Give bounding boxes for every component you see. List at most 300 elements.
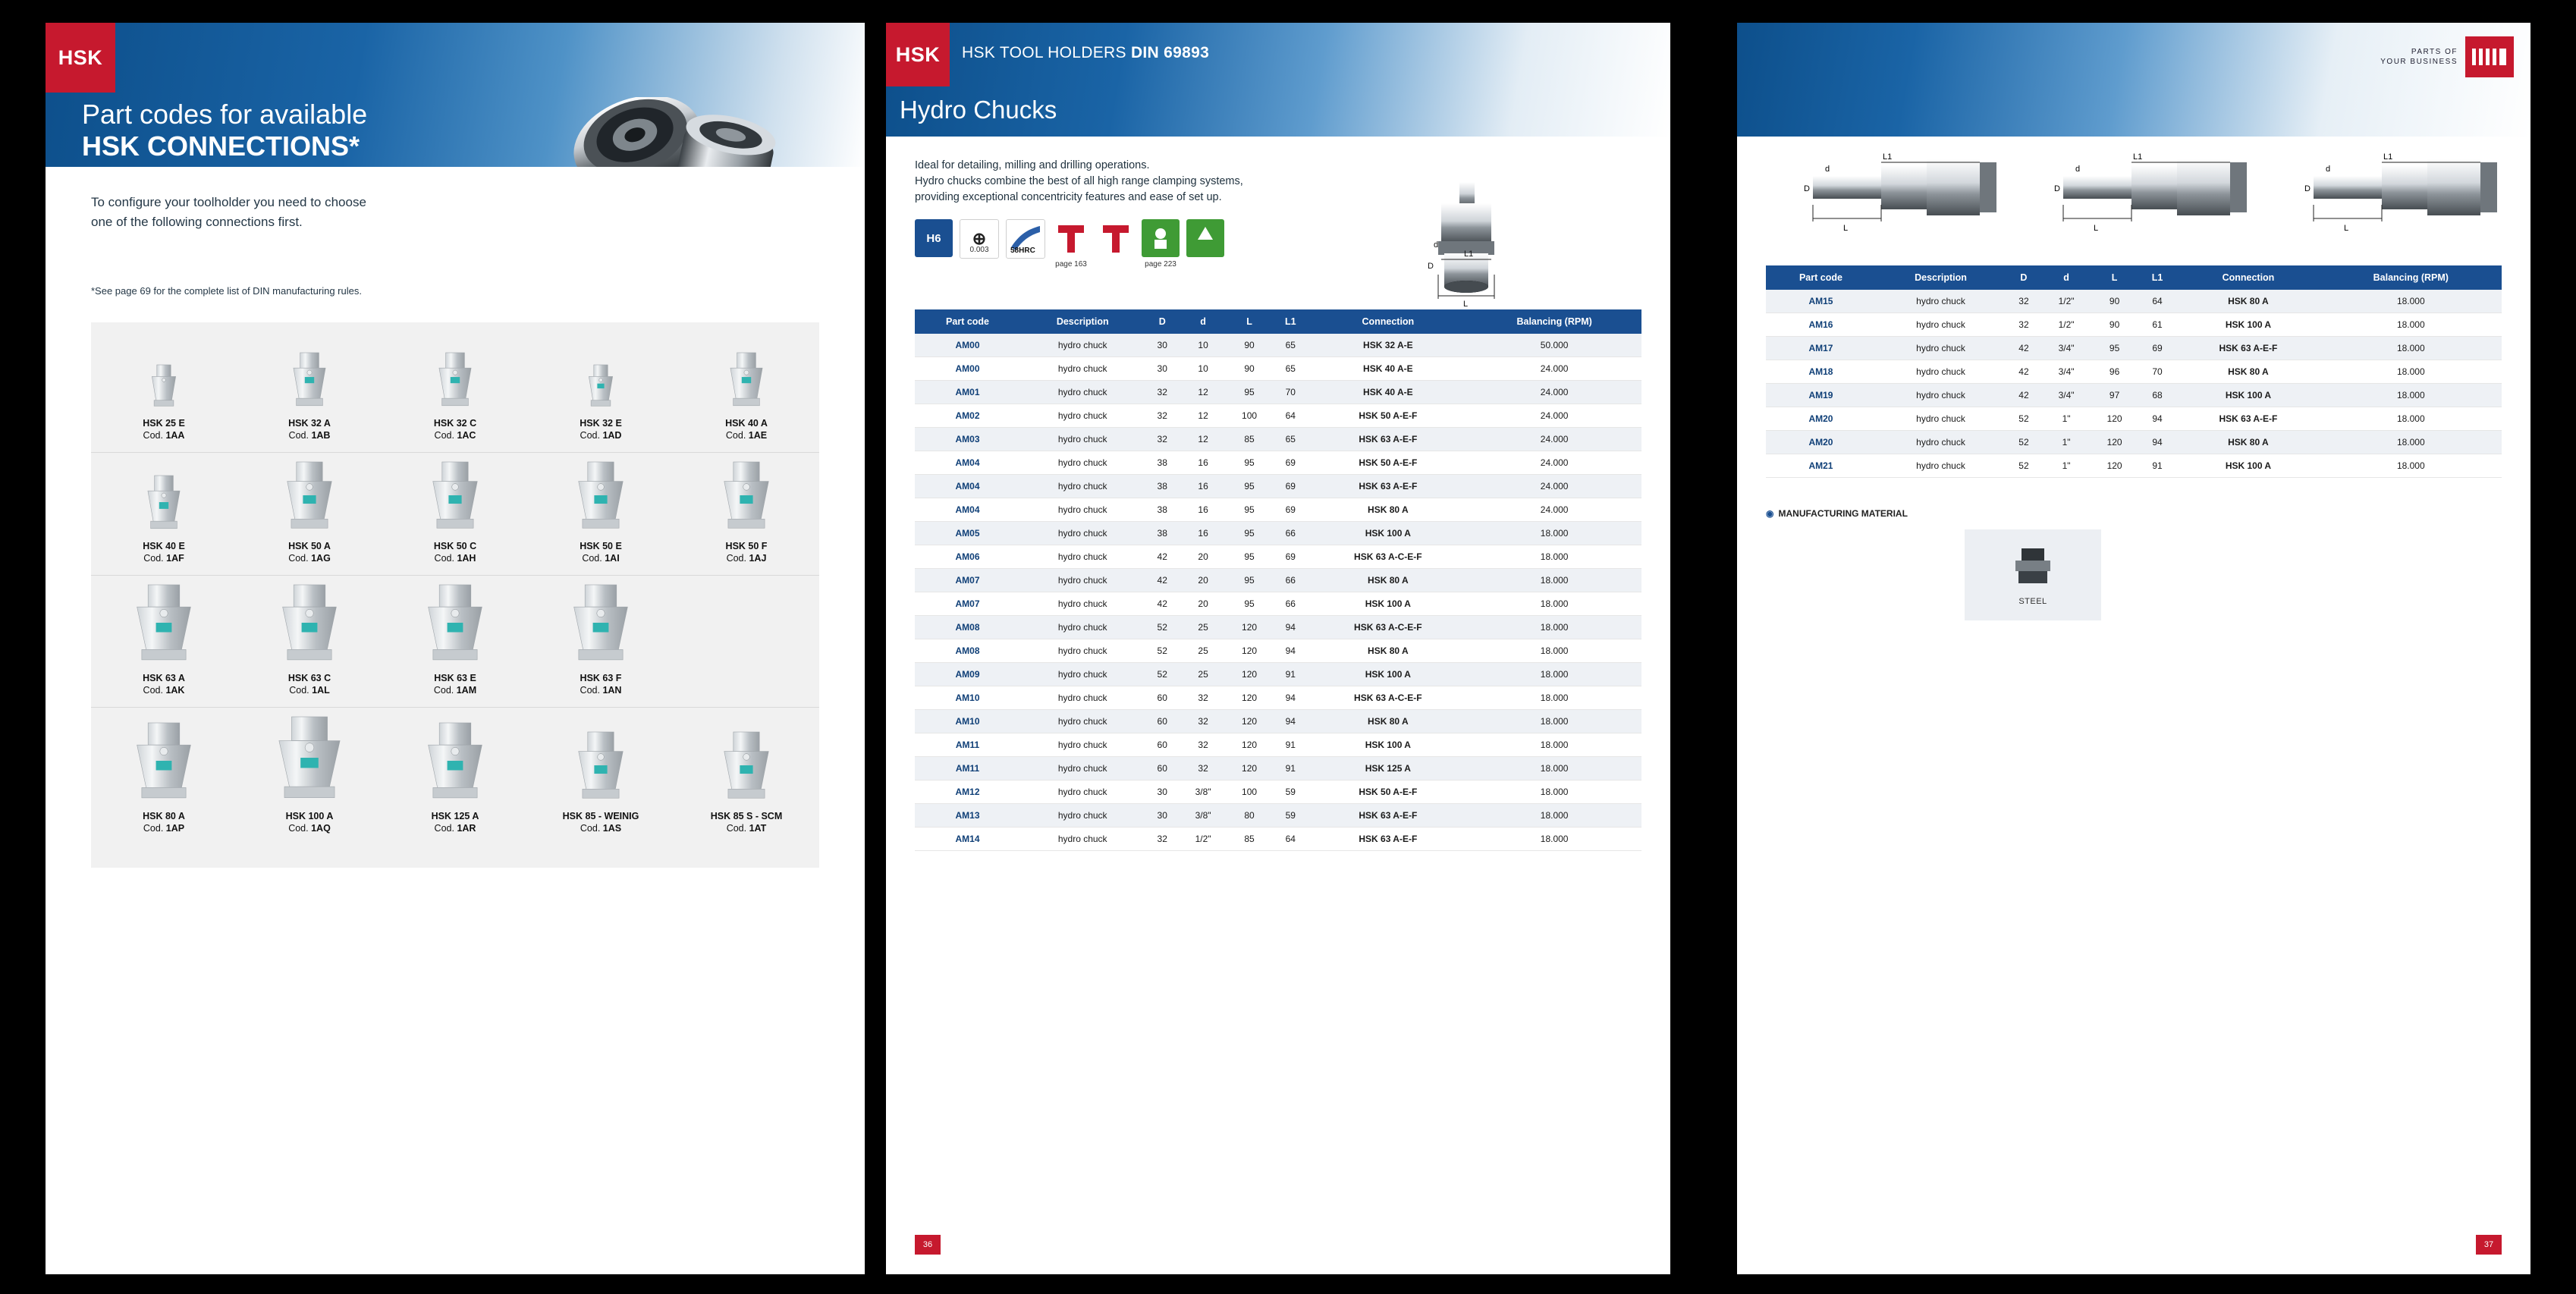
connection-row xyxy=(91,344,819,453)
connection-caption xyxy=(528,417,674,441)
cell-d: 16 xyxy=(1180,522,1227,545)
connection-item[interactable] xyxy=(674,460,819,564)
table-header-row-2 xyxy=(1766,265,2502,290)
cell-l1: 94 xyxy=(1272,710,1308,733)
cell-description: hydro chuck xyxy=(1876,313,2006,337)
page1-header xyxy=(46,23,865,167)
cell-balancing-rpm-: 18.000 xyxy=(1467,686,1641,710)
page-hsk-connections xyxy=(46,23,865,1274)
table-row[interactable] xyxy=(915,357,1641,381)
cell-description: hydro chuck xyxy=(1020,451,1145,475)
cell-part-code: AM02 xyxy=(915,404,1020,428)
table-row[interactable] xyxy=(915,522,1641,545)
page1-intro xyxy=(46,167,865,322)
cell-description: hydro chuck xyxy=(1020,686,1145,710)
cell-l: 97 xyxy=(2091,384,2138,407)
table-header-row xyxy=(915,309,1641,334)
column-header-2: D xyxy=(2006,265,2042,290)
cell-l: 95 xyxy=(1227,498,1272,522)
steel-part-icon xyxy=(2006,544,2059,589)
connection-item[interactable] xyxy=(237,351,382,441)
cell-part-code: AM10 xyxy=(915,686,1020,710)
cell-connection: HSK 80 A xyxy=(1308,569,1467,592)
connection-item[interactable] xyxy=(382,351,528,441)
table-row[interactable] xyxy=(915,451,1641,475)
lead-line-3: providing exceptional concentricity features and ease of set up. xyxy=(915,191,1222,203)
table-row[interactable] xyxy=(1766,407,2502,431)
cell-l: 120 xyxy=(2091,431,2138,454)
hydro-chuck-variants-drawing xyxy=(1752,137,2511,265)
cell-description: hydro chuck xyxy=(1020,639,1145,663)
connection-name: HSK 50 C xyxy=(433,541,477,551)
cell-connection: HSK 63 A-E-F xyxy=(1308,804,1467,828)
column-header-0: Part code xyxy=(915,309,1020,334)
connection-code: Cod. 1AF xyxy=(143,553,184,564)
table-row[interactable] xyxy=(915,475,1641,498)
cell-part-code: AM03 xyxy=(915,428,1020,451)
connection-row xyxy=(91,576,819,708)
table-row[interactable] xyxy=(915,804,1641,828)
page-hydro-chucks-cont xyxy=(1737,23,2530,1274)
cell-d: 32 xyxy=(1180,733,1227,757)
connection-code: Cod. 1AL xyxy=(289,685,330,696)
cell-connection: HSK 32 A-E xyxy=(1308,334,1467,357)
cell-description: hydro chuck xyxy=(1876,384,2006,407)
cell-d: 1/2" xyxy=(1180,828,1227,851)
cell-d: 52 xyxy=(1145,663,1180,686)
cell-d: 25 xyxy=(1180,663,1227,686)
cell-l1: 69 xyxy=(1272,498,1308,522)
cell-l1: 64 xyxy=(1272,828,1308,851)
table-row[interactable] xyxy=(915,710,1641,733)
connection-code: Cod. 1AR xyxy=(434,823,476,834)
cell-part-code: AM21 xyxy=(1766,454,1876,478)
cell-l1: 68 xyxy=(2138,384,2176,407)
cell-l: 96 xyxy=(2091,360,2138,384)
cell-l1: 70 xyxy=(1272,381,1308,404)
cell-l: 95 xyxy=(2091,337,2138,360)
svg-text:L: L xyxy=(1463,300,1469,309)
table-row[interactable] xyxy=(915,616,1641,639)
header-eyebrow-strong: DIN 69893 xyxy=(1130,44,1210,61)
cell-balancing-rpm-: 18.000 xyxy=(1467,569,1641,592)
cell-l: 95 xyxy=(1227,569,1272,592)
connection-item[interactable] xyxy=(237,715,382,834)
cell-l1: 69 xyxy=(1272,451,1308,475)
connection-item[interactable] xyxy=(91,583,237,696)
table-row[interactable] xyxy=(915,428,1641,451)
table-row[interactable] xyxy=(915,686,1641,710)
cell-l1: 66 xyxy=(1272,569,1308,592)
table-body xyxy=(915,334,1641,851)
cell-d: 32 xyxy=(1145,381,1180,404)
cell-d: 38 xyxy=(1145,451,1180,475)
connection-name: HSK 125 A xyxy=(431,811,479,821)
connection-item[interactable] xyxy=(91,721,237,834)
cell-d: 16 xyxy=(1180,475,1227,498)
connection-caption xyxy=(237,417,382,441)
cell-part-code: AM13 xyxy=(915,804,1020,828)
cell-l: 85 xyxy=(1227,828,1272,851)
svg-text:D: D xyxy=(1804,184,1810,193)
cell-balancing-rpm-: 18.000 xyxy=(2320,313,2502,337)
cell-d: 20 xyxy=(1180,569,1227,592)
cell-l: 120 xyxy=(1227,639,1272,663)
cell-d: 60 xyxy=(1145,686,1180,710)
lead-line-2: Hydro chucks combine the best of all high range clamping systems, xyxy=(915,175,1243,187)
cell-l1: 94 xyxy=(1272,639,1308,663)
cell-d: 3/8" xyxy=(1180,804,1227,828)
intro-line-1: To configure your toolholder you need to choose xyxy=(91,195,366,209)
intro-line-2: one of the following connections first. xyxy=(91,215,303,229)
connection-caption xyxy=(91,540,237,564)
column-header-4: L xyxy=(1227,309,1272,334)
cell-l1: 70 xyxy=(2138,360,2176,384)
page-title: Hydro Chucks xyxy=(900,96,1057,124)
connection-name: HSK 50 A xyxy=(288,541,331,551)
cell-balancing-rpm-: 18.000 xyxy=(2320,407,2502,431)
page-hydro-chucks xyxy=(886,23,1670,1274)
cell-l: 120 xyxy=(1227,686,1272,710)
column-header-7: Balancing (RPM) xyxy=(1467,309,1641,334)
hardness-icon: 58HRC xyxy=(1006,219,1045,259)
cell-description: hydro chuck xyxy=(1020,381,1145,404)
connection-code: Cod. 1AK xyxy=(143,685,185,696)
column-header-5: L1 xyxy=(2138,265,2176,290)
connection-caption xyxy=(237,672,382,696)
cell-l1: 91 xyxy=(1272,663,1308,686)
svg-text:L1: L1 xyxy=(1464,250,1474,259)
connection-name: HSK 32 C xyxy=(433,418,477,429)
cell-balancing-rpm-: 24.000 xyxy=(1467,498,1641,522)
page3-drawings xyxy=(1737,137,2530,265)
hsk-taper-icon xyxy=(124,583,203,662)
cell-description: hydro chuck xyxy=(1020,428,1145,451)
hsk-badge xyxy=(886,23,950,86)
lmt-mark xyxy=(2465,36,2514,77)
page-title-line2: HSK CONNECTIONS* xyxy=(82,130,360,162)
table-row[interactable] xyxy=(915,569,1641,592)
cell-d: 32 xyxy=(1145,404,1180,428)
connection-item[interactable] xyxy=(382,583,528,696)
cell-l1: 66 xyxy=(1272,592,1308,616)
hsk-taper-icon xyxy=(416,583,495,662)
hsk-taper-icon xyxy=(568,730,633,800)
connection-item[interactable] xyxy=(237,460,382,564)
connection-item[interactable] xyxy=(91,363,237,441)
brand-tagline xyxy=(2380,47,2458,67)
svg-text:L: L xyxy=(2344,224,2349,233)
table-head-2 xyxy=(1766,265,2502,290)
page-number-badge: 36 xyxy=(915,1235,941,1255)
cell-description: hydro chuck xyxy=(1020,475,1145,498)
table-row[interactable] xyxy=(915,381,1641,404)
connection-code: Cod. 1AN xyxy=(580,685,622,696)
page2-intro xyxy=(886,137,1670,309)
cell-d: 52 xyxy=(1145,616,1180,639)
cell-balancing-rpm-: 18.000 xyxy=(2320,431,2502,454)
page-title xyxy=(82,99,367,162)
table-row[interactable] xyxy=(1766,290,2502,313)
table-row[interactable] xyxy=(1766,384,2502,407)
cell-l: 85 xyxy=(1227,428,1272,451)
table-row[interactable] xyxy=(1766,337,2502,360)
cell-connection: HSK 100 A xyxy=(1308,663,1467,686)
intro-text xyxy=(46,167,865,232)
cell-description: hydro chuck xyxy=(1876,337,2006,360)
cell-l1: 59 xyxy=(1272,780,1308,804)
hsk-taper-icon xyxy=(568,460,633,530)
connection-item[interactable] xyxy=(91,474,237,564)
cell-d: 42 xyxy=(2006,384,2042,407)
manufacturing-material-title: ◉ MANUFACTURING MATERIAL xyxy=(1766,508,2530,519)
cell-d: 10 xyxy=(1180,334,1227,357)
connection-name: HSK 50 F xyxy=(725,541,768,551)
cell-l1: 59 xyxy=(1272,804,1308,828)
cell-l: 120 xyxy=(1227,616,1272,639)
cell-d: 25 xyxy=(1180,616,1227,639)
hsk-badge-label: HSK xyxy=(895,42,941,66)
hydro-chuck-table xyxy=(915,309,1641,851)
cell-d: 60 xyxy=(1145,710,1180,733)
table-row[interactable] xyxy=(915,404,1641,428)
brand-tagline-1: PARTS OF xyxy=(2411,48,2458,56)
cell-d: 12 xyxy=(1180,428,1227,451)
cell-d: 1" xyxy=(2042,431,2091,454)
table-head xyxy=(915,309,1641,334)
cell-balancing-rpm-: 18.000 xyxy=(1467,757,1641,780)
svg-text:L: L xyxy=(2094,224,2099,233)
cell-l1: 65 xyxy=(1272,428,1308,451)
cell-balancing-rpm-: 24.000 xyxy=(1467,451,1641,475)
cell-l: 100 xyxy=(1227,404,1272,428)
cell-d: 38 xyxy=(1145,522,1180,545)
cell-balancing-rpm-: 18.000 xyxy=(1467,545,1641,569)
cell-part-code: AM08 xyxy=(915,639,1020,663)
hsk-taper-icon xyxy=(277,460,342,530)
hsk-badge xyxy=(46,23,115,93)
cell-l: 95 xyxy=(1227,545,1272,569)
cell-connection: HSK 80 A xyxy=(2176,360,2320,384)
cell-part-code: AM00 xyxy=(915,357,1020,381)
connection-name: HSK 40 E xyxy=(143,541,185,551)
cell-description: hydro chuck xyxy=(1020,663,1145,686)
table-row[interactable] xyxy=(915,545,1641,569)
connection-item[interactable] xyxy=(382,721,528,834)
cell-connection: HSK 100 A xyxy=(1308,592,1467,616)
connection-item[interactable] xyxy=(382,460,528,564)
cell-d: 3/4" xyxy=(2042,360,2091,384)
cell-d: 3/8" xyxy=(1180,780,1227,804)
cell-balancing-rpm-: 24.000 xyxy=(1467,428,1641,451)
cell-connection: HSK 40 A-E xyxy=(1308,381,1467,404)
cell-balancing-rpm-: 18.000 xyxy=(1467,710,1641,733)
cell-balancing-rpm-: 18.000 xyxy=(1467,522,1641,545)
connection-caption xyxy=(674,810,819,834)
cell-connection: HSK 40 A-E xyxy=(1308,357,1467,381)
cell-description: hydro chuck xyxy=(1020,804,1145,828)
material-name: STEEL xyxy=(2018,597,2047,606)
page3-header xyxy=(1737,23,2530,137)
cell-d: 1/2" xyxy=(2042,313,2091,337)
connection-name: HSK 50 E xyxy=(580,541,622,551)
hsk-taper-icon xyxy=(583,363,618,407)
cell-d: 32 xyxy=(1145,828,1180,851)
svg-text:L1: L1 xyxy=(2383,152,2393,162)
connection-name: HSK 63 A xyxy=(143,673,185,683)
column-header-0: Part code xyxy=(1766,265,1876,290)
cell-l: 120 xyxy=(1227,733,1272,757)
cell-l1: 94 xyxy=(1272,616,1308,639)
table-row[interactable] xyxy=(1766,431,2502,454)
cell-part-code: AM01 xyxy=(915,381,1020,404)
connection-item[interactable] xyxy=(674,351,819,441)
connection-item[interactable] xyxy=(528,730,674,834)
connection-caption xyxy=(382,540,528,564)
cell-connection: HSK 63 A-E-F xyxy=(2176,407,2320,431)
cell-part-code: AM07 xyxy=(915,592,1020,616)
connection-item[interactable] xyxy=(528,583,674,696)
svg-text:d: d xyxy=(2075,165,2081,174)
table-row[interactable] xyxy=(1766,360,2502,384)
table-row[interactable] xyxy=(915,733,1641,757)
cell-part-code: AM11 xyxy=(915,733,1020,757)
cell-l: 90 xyxy=(2091,290,2138,313)
column-header-6: Connection xyxy=(1308,309,1467,334)
table-row[interactable] xyxy=(915,334,1641,357)
connection-item[interactable] xyxy=(237,583,382,696)
table-row[interactable] xyxy=(915,828,1641,851)
hydro-chuck-drawing xyxy=(1368,168,1619,313)
cell-part-code: AM16 xyxy=(1766,313,1876,337)
table-row[interactable] xyxy=(915,592,1641,616)
connection-item[interactable] xyxy=(674,730,819,834)
hsk-taper-icon xyxy=(723,351,770,407)
cell-l: 120 xyxy=(2091,454,2138,478)
connection-code: Cod. 1AQ xyxy=(288,823,331,834)
cell-description: hydro chuck xyxy=(1020,498,1145,522)
cell-part-code: AM18 xyxy=(1766,360,1876,384)
cell-l1: 91 xyxy=(1272,733,1308,757)
hydro-chuck-table-wrap xyxy=(886,309,1670,851)
table-row[interactable] xyxy=(915,639,1641,663)
svg-text:d: d xyxy=(1825,165,1830,174)
cell-part-code: AM19 xyxy=(1766,384,1876,407)
cell-description: hydro chuck xyxy=(1020,522,1145,545)
hsk-holders-photo xyxy=(528,97,854,167)
cell-l1: 61 xyxy=(2138,313,2176,337)
cell-connection: HSK 63 A-C-E-F xyxy=(1308,686,1467,710)
cell-balancing-rpm-: 24.000 xyxy=(1467,357,1641,381)
cell-balancing-rpm-: 18.000 xyxy=(1467,663,1641,686)
cell-l: 95 xyxy=(1227,475,1272,498)
connection-item[interactable] xyxy=(528,363,674,441)
table-row[interactable] xyxy=(915,757,1641,780)
cell-description: hydro chuck xyxy=(1020,757,1145,780)
svg-text:L: L xyxy=(1843,224,1849,233)
cell-l1: 94 xyxy=(2138,407,2176,431)
cell-connection: HSK 50 A-E-F xyxy=(1308,404,1467,428)
cell-d: 1" xyxy=(2042,454,2091,478)
cell-balancing-rpm-: 50.000 xyxy=(1467,334,1641,357)
cell-d: 25 xyxy=(1180,639,1227,663)
connection-row xyxy=(91,453,819,576)
cell-d: 32 xyxy=(1180,710,1227,733)
table-row[interactable] xyxy=(1766,454,2502,478)
cell-part-code: AM17 xyxy=(1766,337,1876,360)
cell-balancing-rpm-: 18.000 xyxy=(1467,828,1641,851)
cell-l: 90 xyxy=(1227,357,1272,381)
cell-description: hydro chuck xyxy=(1020,710,1145,733)
cell-part-code: AM05 xyxy=(915,522,1020,545)
table-row[interactable] xyxy=(915,780,1641,804)
connection-code: Cod. 1AD xyxy=(580,430,622,441)
cell-balancing-rpm-: 18.000 xyxy=(2320,360,2502,384)
connection-name: HSK 32 E xyxy=(580,418,622,429)
table-row[interactable] xyxy=(1766,313,2502,337)
cell-description: hydro chuck xyxy=(1020,592,1145,616)
cell-l: 80 xyxy=(1227,804,1272,828)
connection-item[interactable] xyxy=(528,460,674,564)
cell-connection: HSK 63 A-C-E-F xyxy=(1308,545,1467,569)
cell-part-code: AM12 xyxy=(915,780,1020,804)
page2-header xyxy=(886,23,1670,137)
cell-description: hydro chuck xyxy=(1020,828,1145,851)
table-row[interactable] xyxy=(915,663,1641,686)
cell-part-code: AM20 xyxy=(1766,407,1876,431)
cell-d: 32 xyxy=(2006,313,2042,337)
cell-connection: HSK 50 A-E-F xyxy=(1308,780,1467,804)
connection-caption xyxy=(91,672,237,696)
connection-row xyxy=(91,708,819,845)
connection-name: HSK 32 A xyxy=(288,418,331,429)
cell-part-code: AM07 xyxy=(915,569,1020,592)
cell-part-code: AM11 xyxy=(915,757,1020,780)
cell-d: 30 xyxy=(1145,780,1180,804)
cell-l1: 94 xyxy=(2138,431,2176,454)
cell-description: hydro chuck xyxy=(1020,569,1145,592)
cell-connection: HSK 63 A-E-F xyxy=(1308,428,1467,451)
cell-l: 95 xyxy=(1227,522,1272,545)
brand-logo xyxy=(2380,36,2514,77)
cell-l: 95 xyxy=(1227,592,1272,616)
cell-part-code: AM09 xyxy=(915,663,1020,686)
cell-l1: 64 xyxy=(2138,290,2176,313)
cell-connection: HSK 50 A-E-F xyxy=(1308,451,1467,475)
cell-d: 12 xyxy=(1180,381,1227,404)
cell-balancing-rpm-: 18.000 xyxy=(1467,804,1641,828)
cell-part-code: AM04 xyxy=(915,475,1020,498)
cell-balancing-rpm-: 24.000 xyxy=(1467,404,1641,428)
table-row[interactable] xyxy=(915,498,1641,522)
connection-name: HSK 25 E xyxy=(143,418,185,429)
svg-text:L1: L1 xyxy=(1883,152,1893,162)
connection-name: HSK 100 A xyxy=(285,811,334,821)
cell-l: 90 xyxy=(2091,313,2138,337)
cell-d: 52 xyxy=(2006,454,2042,478)
hsk-taper-icon xyxy=(286,351,333,407)
svg-text:D: D xyxy=(2304,184,2311,193)
cell-balancing-rpm-: 18.000 xyxy=(1467,639,1641,663)
cell-l1: 65 xyxy=(1272,357,1308,381)
cell-l1: 64 xyxy=(1272,404,1308,428)
connection-code: Cod. 1AG xyxy=(288,553,331,564)
cell-d: 32 xyxy=(1145,428,1180,451)
cell-l: 95 xyxy=(1227,451,1272,475)
cell-connection: HSK 80 A xyxy=(2176,431,2320,454)
cell-d: 38 xyxy=(1145,475,1180,498)
material-card xyxy=(1965,529,2101,620)
